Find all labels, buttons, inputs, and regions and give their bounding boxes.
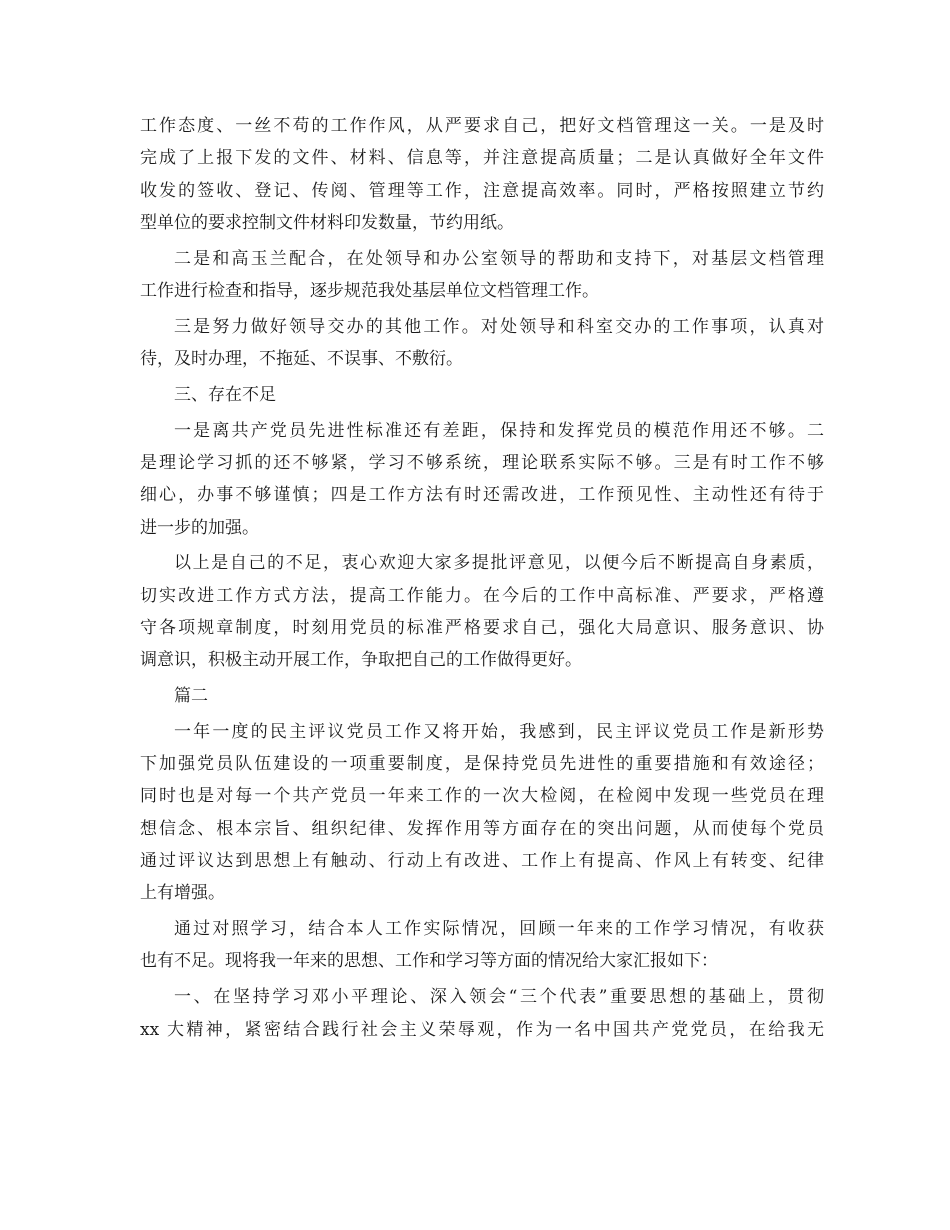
paragraph [140, 913, 824, 978]
paragraph [140, 415, 824, 544]
text-line: 待，及时办理，不拖延、不误事、不敷衍。 [140, 349, 463, 370]
paragraph [140, 547, 824, 676]
text-line: 想信念、根本宗旨、组织纪律、发挥作用等方面存在的突出问题，从而使每个党员 [140, 818, 824, 839]
heading-text: 篇二 [174, 686, 208, 707]
text-line: 通过评议达到思想上有触动、行动上有改进、工作上有提高、作风上有转变、纪律 [140, 851, 824, 872]
heading-text: 三、存在不足 [174, 384, 276, 405]
text-line: 收发的签收、登记、传阅、管理等工作，注意提高效率。同时，严格按照建立节约 [140, 180, 824, 201]
paragraph [140, 110, 824, 239]
text-line: 调意识，积极主动开展工作，争取把自己的工作做得更好。 [140, 650, 582, 671]
paragraph [140, 981, 824, 1046]
text-line: 进一步的加强。 [140, 517, 259, 538]
text-line: 以上是自己的不足，衷心欢迎大家多提批评意见，以便今后不断提高自身素质， [174, 553, 824, 574]
text-line: 切实改进工作方式方法，提高工作能力。在今后的工作中高标准、严要求，严格遵 [140, 585, 824, 606]
text-line: 一年一度的民主评议党员工作又将开始，我感到，民主评议党员工作是新形势 [174, 721, 824, 742]
document-body [140, 110, 824, 1046]
paragraph [140, 716, 824, 910]
text-line: 通过对照学习，结合本人工作实际情况，回顾一年来的工作学习情况，有收获 [174, 919, 824, 940]
text-line: 工作态度、一丝不苟的工作作风，从严要求自己，把好文档管理这一关。一是及时 [140, 116, 824, 136]
text-line: 一是离共产党员先进性标准还有差距，保持和发挥党员的模范作用还不够。二 [174, 420, 824, 441]
text-line: 下加强党员队伍建设的一项重要制度，是保持党员先进性的重要措施和有效途径； [140, 754, 824, 775]
text-line: 是理论学习抓的还不够紧，学习不够系统，理论联系实际不够。三是有时工作不够 [140, 452, 824, 473]
text-line: 型单位的要求控制文件材料印发数量，节约用纸。 [140, 212, 514, 233]
text-line: 三是努力做好领导交办的其他工作。对处领导和科室交办的工作事项，认真对 [174, 316, 824, 337]
text-line: 工作进行检查和指导，逐步规范我处基层单位文档管理工作。 [140, 280, 599, 301]
text-line: 一、在坚持学习邓小平理论、深入领会“三个代表”重要思想的基础上，贯彻 [174, 987, 824, 1008]
text-line: 同时也是对每一个共产党员一年来工作的一次大检阅，在检阅中发现一些党员在理 [140, 786, 824, 807]
text-line: xx 大精神，紧密结合践行社会主义荣辱观，作为一名中国共产党党员，在给我无 [140, 1019, 824, 1040]
text-line: 二是和高玉兰配合，在处领导和办公室领导的帮助和支持下，对基层文档管理 [174, 248, 824, 269]
section-heading [140, 680, 824, 712]
paragraph [140, 311, 824, 376]
text-line: 细心，办事不够谨慎；四是工作方法有时还需改进，工作预见性、主动性还有待于 [140, 485, 824, 506]
text-line: 也有不足。现将我一年来的思想、工作和学习等方面的情况给大家汇报如下： [140, 951, 718, 972]
paragraph [140, 243, 824, 308]
text-line: 守各项规章制度，时刻用党员的标准严格要求自己，强化大局意识、服务意识、协 [140, 617, 824, 638]
text-line: 上有增强。 [140, 883, 225, 904]
text-line: 完成了上报下发的文件、材料、信息等，并注意提高质量；二是认真做好全年文件 [140, 148, 824, 169]
section-heading [140, 379, 824, 411]
